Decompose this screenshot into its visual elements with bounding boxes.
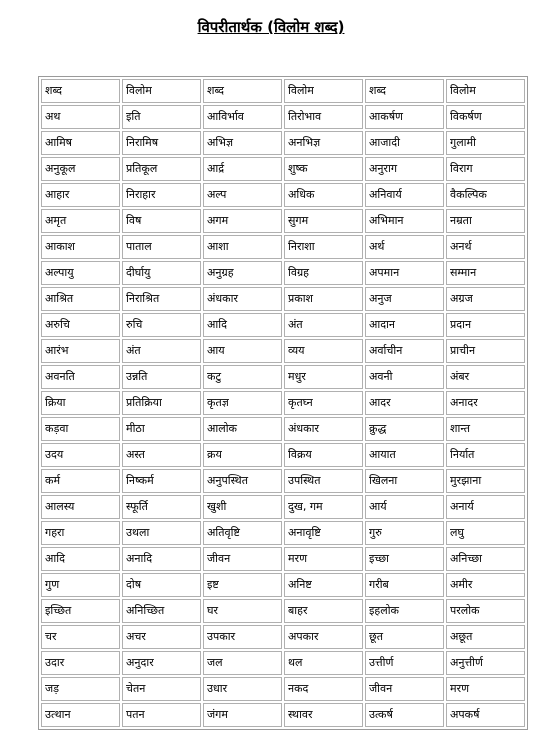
table-cell: इहलोक — [365, 599, 444, 623]
table-cell: अमृत — [41, 209, 120, 233]
table-cell: अभिज्ञ — [203, 131, 282, 155]
table-cell: अभिमान — [365, 209, 444, 233]
table-cell: अनिच्छा — [446, 547, 525, 571]
table-row — [41, 131, 525, 155]
table-cell: गुण — [41, 573, 120, 597]
table-cell: कर्म — [41, 469, 120, 493]
table-cell: गुरु — [365, 521, 444, 545]
table-cell: प्रकाश — [284, 287, 363, 311]
table-cell: अनुराग — [365, 157, 444, 181]
table-cell: क्रय — [203, 443, 282, 467]
table-cell: अंधकार — [203, 287, 282, 311]
table-cell: अस्त — [122, 443, 201, 467]
table-cell: आहार — [41, 183, 120, 207]
table-cell: अंबर — [446, 365, 525, 389]
table-cell: उपकार — [203, 625, 282, 649]
table-cell: अनिच्छित — [122, 599, 201, 623]
table-cell: उन्नति — [122, 365, 201, 389]
table-cell: अवनति — [41, 365, 120, 389]
table-cell: आदि — [203, 313, 282, 337]
table-row — [41, 209, 525, 233]
table-cell: अनुकूल — [41, 157, 120, 181]
table-cell: अंत — [284, 313, 363, 337]
table-cell: गरीब — [365, 573, 444, 597]
table-row — [41, 469, 525, 493]
table-header-row — [41, 79, 525, 103]
table-cell: आय — [203, 339, 282, 363]
table-cell: अपमान — [365, 261, 444, 285]
table-cell: पतन — [122, 703, 201, 727]
table-cell: घर — [203, 599, 282, 623]
table-row — [41, 183, 525, 207]
table-cell: अथ — [41, 105, 120, 129]
table-cell: अग्रज — [446, 287, 525, 311]
table-cell: विग्रह — [284, 261, 363, 285]
table-cell: स्थावर — [284, 703, 363, 727]
table-cell: अनादि — [122, 547, 201, 571]
table-cell: अनुग्रह — [203, 261, 282, 285]
table-cell: मधुर — [284, 365, 363, 389]
table-cell: उत्कर्ष — [365, 703, 444, 727]
table-cell: लघु — [446, 521, 525, 545]
table-cell: खुशी — [203, 495, 282, 519]
table-cell: आदान — [365, 313, 444, 337]
table-cell: अपकर्ष — [446, 703, 525, 727]
table-cell: विष — [122, 209, 201, 233]
table-cell: अनादर — [446, 391, 525, 415]
table-cell: खिलना — [365, 469, 444, 493]
table-cell: निष्कर्म — [122, 469, 201, 493]
table-row — [41, 417, 525, 441]
table-row — [41, 235, 525, 259]
table-cell: निराश्रित — [122, 287, 201, 311]
table-cell: अधिक — [284, 183, 363, 207]
table-cell: स्फूर्ति — [122, 495, 201, 519]
table-header-cell: शब्द — [365, 79, 444, 103]
table-header-cell: शब्द — [41, 79, 120, 103]
table-cell: अनर्थ — [446, 235, 525, 259]
table-row — [41, 651, 525, 675]
table-cell: अर्थ — [365, 235, 444, 259]
table-row — [41, 547, 525, 571]
table-cell: अचर — [122, 625, 201, 649]
table-cell: प्रदान — [446, 313, 525, 337]
table-cell: कृतघ्न — [284, 391, 363, 415]
table-cell: छूत — [365, 625, 444, 649]
table-cell: अर्वाचीन — [365, 339, 444, 363]
table-cell: विक्रय — [284, 443, 363, 467]
table-cell: इष्ट — [203, 573, 282, 597]
table-cell: गहरा — [41, 521, 120, 545]
table-cell: उत्थान — [41, 703, 120, 727]
table-header-cell: विलोम — [122, 79, 201, 103]
table-cell: दोष — [122, 573, 201, 597]
table-cell: आलोक — [203, 417, 282, 441]
table-cell: इच्छित — [41, 599, 120, 623]
table-cell: उदय — [41, 443, 120, 467]
table-cell: आजादी — [365, 131, 444, 155]
table-cell: मरण — [446, 677, 525, 701]
table-cell: अंत — [122, 339, 201, 363]
table-cell: शुष्क — [284, 157, 363, 181]
table-cell: आदि — [41, 547, 120, 571]
table-cell: अछूत — [446, 625, 525, 649]
table-cell: अनुत्तीर्ण — [446, 651, 525, 675]
table-cell: नम्रता — [446, 209, 525, 233]
table-cell: आर्द्र — [203, 157, 282, 181]
table-cell: प्रतिकूल — [122, 157, 201, 181]
table-row — [41, 391, 525, 415]
table-cell: अनिष्ट — [284, 573, 363, 597]
table-cell: अतिवृष्टि — [203, 521, 282, 545]
table-cell: अरुचि — [41, 313, 120, 337]
table-cell: अनभिज्ञ — [284, 131, 363, 155]
table-cell: अपकार — [284, 625, 363, 649]
table-row — [41, 157, 525, 181]
table-cell: क्रुद्ध — [365, 417, 444, 441]
table-cell: बाहर — [284, 599, 363, 623]
table-cell: अल्प — [203, 183, 282, 207]
table-row — [41, 495, 525, 519]
table-cell: कृतज्ञ — [203, 391, 282, 415]
table-cell: उपस्थित — [284, 469, 363, 493]
table-cell: अनिवार्य — [365, 183, 444, 207]
table-cell: अनुज — [365, 287, 444, 311]
table-cell: वैकल्पिक — [446, 183, 525, 207]
table-cell: चर — [41, 625, 120, 649]
table-cell: अनुपस्थित — [203, 469, 282, 493]
table-cell: नकद — [284, 677, 363, 701]
table-cell: आदर — [365, 391, 444, 415]
table-cell: आलस्य — [41, 495, 120, 519]
page-title: विपरीतार्थक (विलोम शब्द) — [197, 18, 345, 36]
table-cell: मुरझाना — [446, 469, 525, 493]
table-cell: आर्य — [365, 495, 444, 519]
table-cell: विकर्षण — [446, 105, 525, 129]
table-cell: निरामिष — [122, 131, 201, 155]
table-row — [41, 677, 525, 701]
table-cell: जीवन — [203, 547, 282, 571]
table-cell: प्रतिक्रिया — [122, 391, 201, 415]
table-cell: जंगम — [203, 703, 282, 727]
table-cell: चेतन — [122, 677, 201, 701]
table-row — [41, 261, 525, 285]
table-cell: निराहार — [122, 183, 201, 207]
table-cell: परलोक — [446, 599, 525, 623]
table-cell: अल्पायु — [41, 261, 120, 285]
table-header-cell: विलोम — [284, 79, 363, 103]
table-cell: सम्मान — [446, 261, 525, 285]
table-cell: उथला — [122, 521, 201, 545]
table-cell: क्रिया — [41, 391, 120, 415]
table-row — [41, 105, 525, 129]
table-cell: रुचि — [122, 313, 201, 337]
table-cell: निराशा — [284, 235, 363, 259]
table-cell: अंधकार — [284, 417, 363, 441]
table-cell: जीवन — [365, 677, 444, 701]
table-row — [41, 443, 525, 467]
table-cell: आयात — [365, 443, 444, 467]
table-cell: आकर्षण — [365, 105, 444, 129]
table-cell: सुगम — [284, 209, 363, 233]
table-cell: कटु — [203, 365, 282, 389]
table-row — [41, 287, 525, 311]
table-header-cell: विलोम — [446, 79, 525, 103]
table-cell: इच्छा — [365, 547, 444, 571]
table-cell: आविर्भाव — [203, 105, 282, 129]
table-row — [41, 625, 525, 649]
table-cell: निर्यात — [446, 443, 525, 467]
table-cell: विराग — [446, 157, 525, 181]
table-cell: अगम — [203, 209, 282, 233]
table-cell: पाताल — [122, 235, 201, 259]
table-cell: आशा — [203, 235, 282, 259]
table-cell: जल — [203, 651, 282, 675]
table-cell: आमिष — [41, 131, 120, 155]
table-cell: अनावृष्टि — [284, 521, 363, 545]
table-cell: थल — [284, 651, 363, 675]
table-cell: अनार्य — [446, 495, 525, 519]
table-cell: मीठा — [122, 417, 201, 441]
table-cell: प्राचीन — [446, 339, 525, 363]
table-header-cell: शब्द — [203, 79, 282, 103]
table-cell: कड़वा — [41, 417, 120, 441]
table-cell: अनुदार — [122, 651, 201, 675]
table-cell: जड़ — [41, 677, 120, 701]
table-row — [41, 599, 525, 623]
table-cell: अमीर — [446, 573, 525, 597]
table-cell: आकाश — [41, 235, 120, 259]
table-cell: उदार — [41, 651, 120, 675]
table-cell: आश्रित — [41, 287, 120, 311]
table-cell: दुख, गम — [284, 495, 363, 519]
table-cell: आरंभ — [41, 339, 120, 363]
table-row — [41, 573, 525, 597]
table-cell: इति — [122, 105, 201, 129]
table-cell: उत्तीर्ण — [365, 651, 444, 675]
antonym-table-body — [41, 79, 525, 727]
table-cell: दीर्घायु — [122, 261, 201, 285]
table-row — [41, 313, 525, 337]
table-cell: उधार — [203, 677, 282, 701]
table-cell: व्यय — [284, 339, 363, 363]
table-cell: मरण — [284, 547, 363, 571]
table-cell: गुलामी — [446, 131, 525, 155]
table-row — [41, 703, 525, 727]
table-cell: शान्त — [446, 417, 525, 441]
table-cell: तिरोभाव — [284, 105, 363, 129]
table-row — [41, 365, 525, 389]
table-row — [41, 521, 525, 545]
antonym-table — [38, 76, 528, 730]
table-cell: अवनी — [365, 365, 444, 389]
table-row — [41, 339, 525, 363]
